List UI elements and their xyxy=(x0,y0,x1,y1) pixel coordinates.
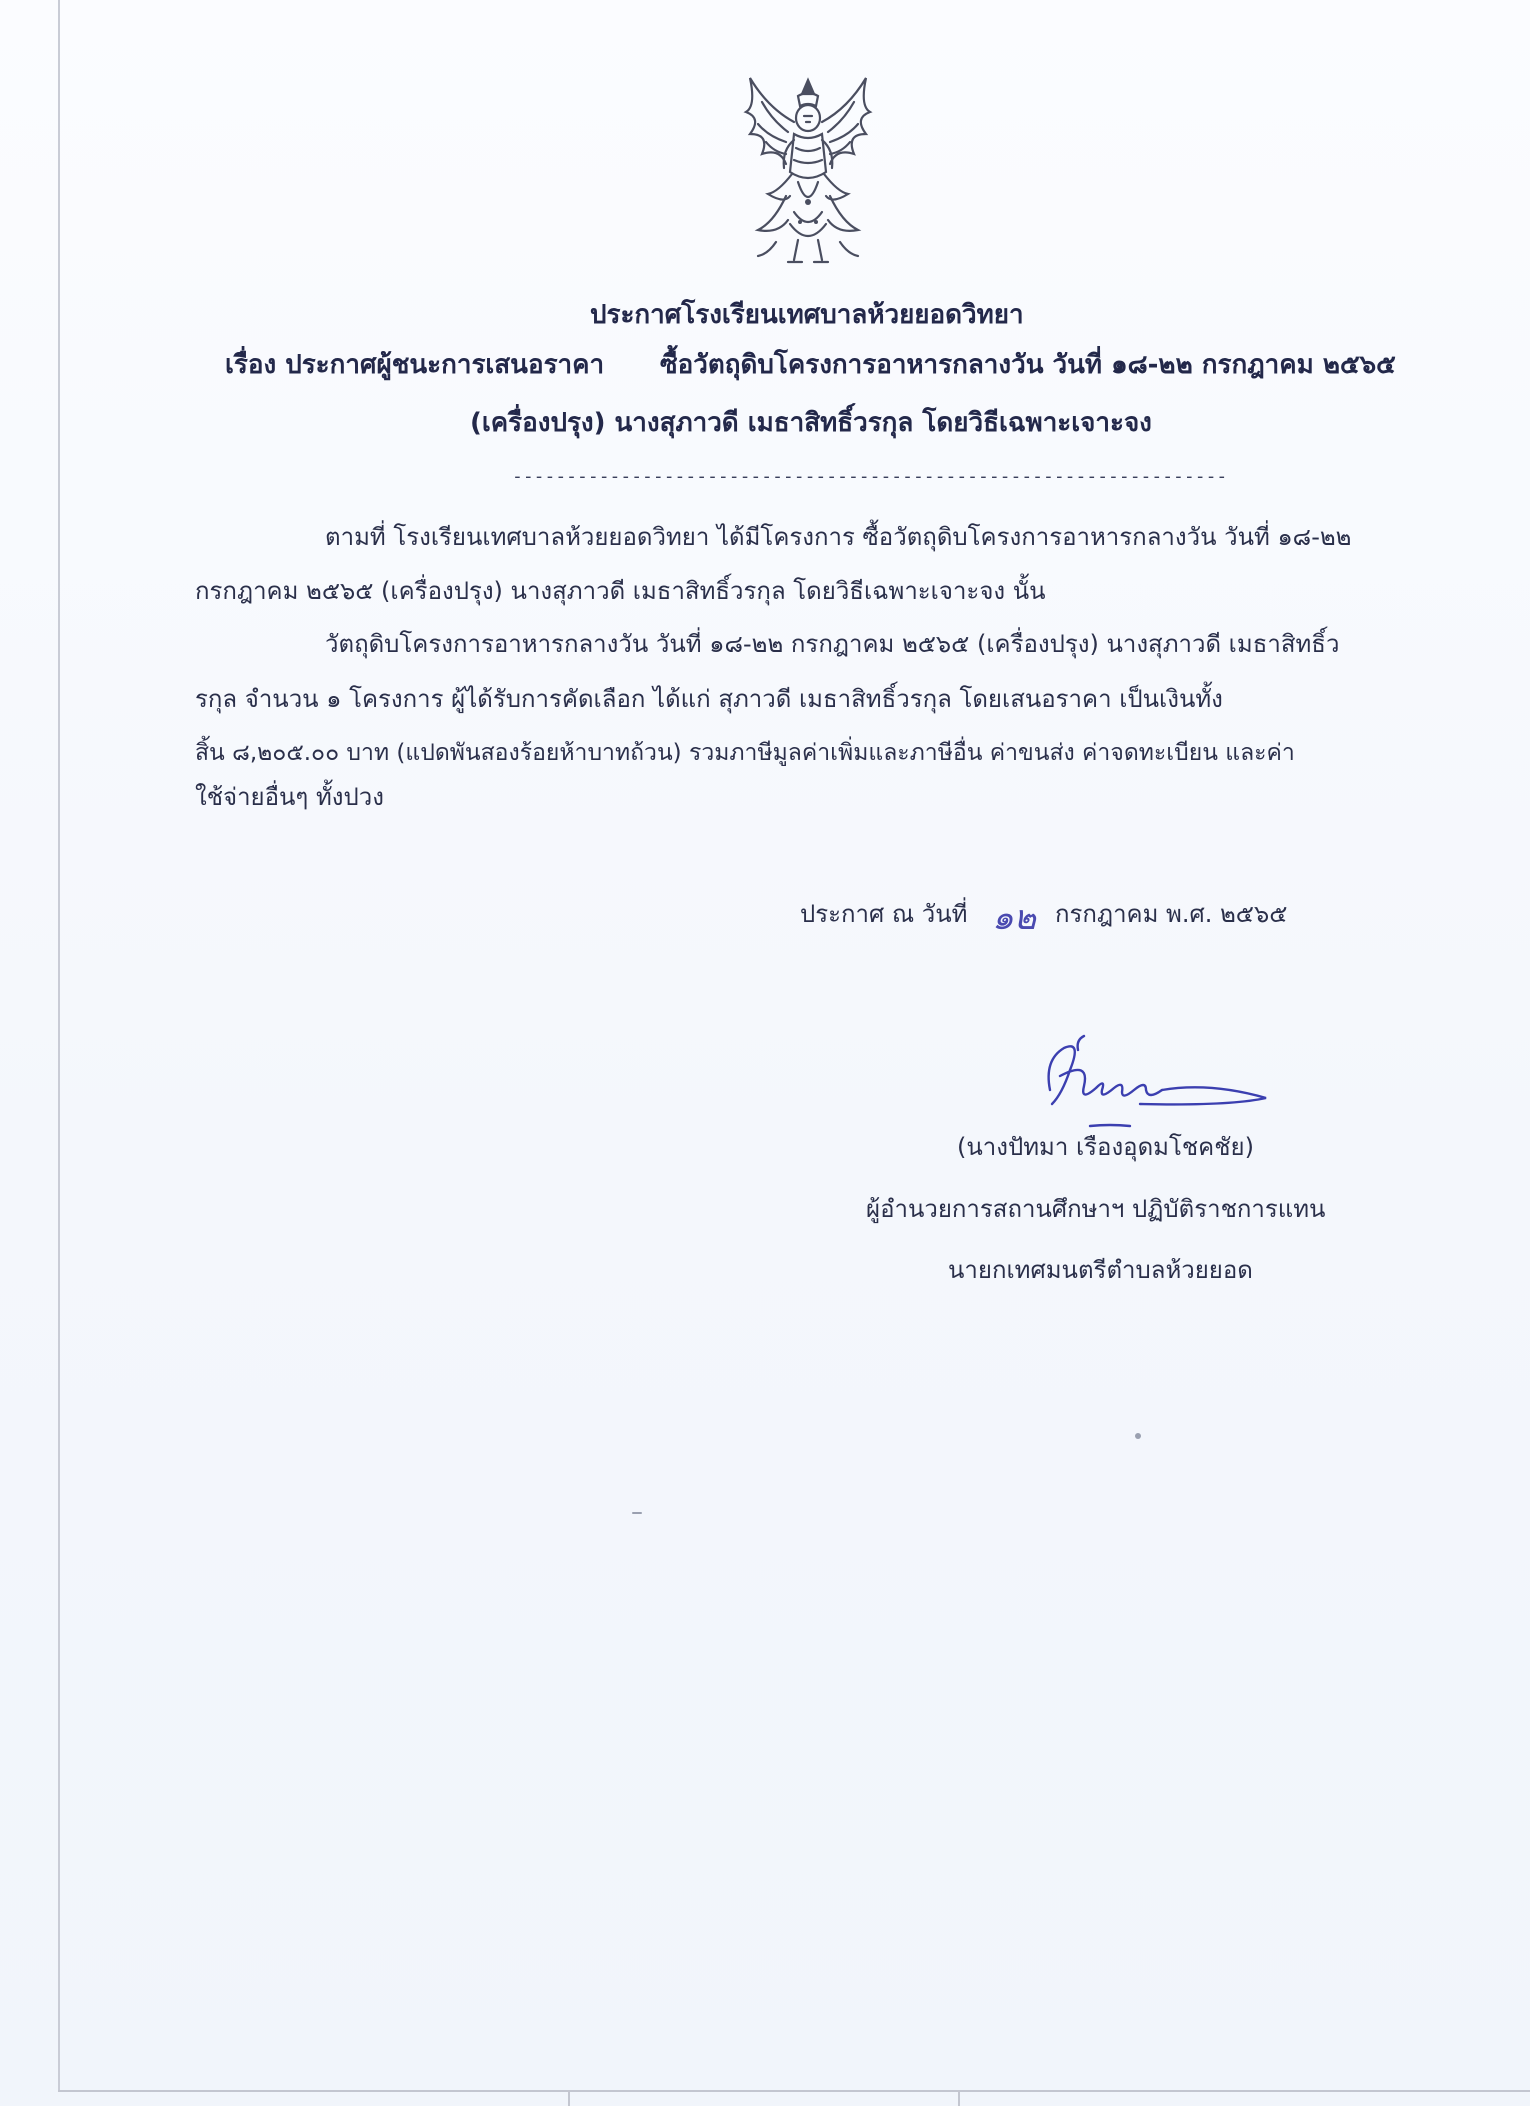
date-suffix: กรกฎาคม พ.ศ. ๒๕๖๕ xyxy=(1055,900,1288,928)
garuda-emblem-icon xyxy=(728,72,888,272)
signatory-name: (นางปัทมา เรืองอุดมโชคชัย) xyxy=(957,1133,1254,1161)
paragraph-1-line-2: กรกฎาคม ๒๕๖๕ (เครื่องปรุง) นางสุภาวดี เมธาสิทธิ์วรกุล โดยวิธีเฉพาะเจาะจง นั้น xyxy=(195,577,1046,605)
scan-speck xyxy=(1135,1433,1141,1439)
paragraph-2-line-3: สิ้น ๘,๒๐๕.๐๐ บาท (แปดพันสองร้อยห้าบาทถ้วน) รวมภาษีมูลค่าเพิ่มและภาษีอื่น ค่าขนส่ง ค่าจดทะเบียน และค่า xyxy=(195,740,1295,766)
paragraph-2-line-1: วัตถุดิบโครงการอาหารกลางวัน วันที่ ๑๘-๒๒ กรกฎาคม ๒๕๖๕ (เครื่องปรุง) นางสุภาวดี เมธาสิทธิ์ว xyxy=(325,630,1340,658)
signatory-position-1: ผู้อำนวยการสถานศึกษาฯ ปฏิบัติราชการแทน xyxy=(866,1195,1326,1223)
subject-line-2: (เครื่องปรุง) นางสุภาวดี เมธาสิทธิ์วรกุล โดยวิธีเฉพาะเจาะจง xyxy=(470,408,1152,438)
paragraph-2-line-2: รกุล จำนวน ๑ โครงการ ผู้ได้รับการคัดเลือก ได้แก่ สุภาวดี เมธาสิทธิ์วรกุล โดยเสนอราคา เป็นเงินทั้ง xyxy=(195,685,1223,713)
title-divider: ------------------------------------------------------------------ xyxy=(512,466,1228,487)
handwritten-signature-icon xyxy=(1030,1030,1280,1130)
paragraph-2-line-4: ใช้จ่ายอื่นๆ ทั้งปวง xyxy=(195,783,384,811)
paper-tick xyxy=(958,2092,960,2106)
handwritten-day: ๑๒ xyxy=(992,898,1036,938)
scan-speck xyxy=(632,1512,642,1514)
paper-left-edge xyxy=(58,0,60,2090)
paragraph-1-line-1: ตามที่ โรงเรียนเทศบาลห้วยยอดวิทยา ได้มีโครงการ ซื้อวัตถุดิบโครงการอาหารกลางวัน วันที่ ๑๘-๒๒ xyxy=(325,523,1352,551)
paper-tick xyxy=(568,2092,570,2106)
date-prefix: ประกาศ ณ วันที่ xyxy=(800,900,968,928)
subject-prefix: เรื่อง ประกาศผู้ชนะการเสนอราคา xyxy=(225,350,605,380)
subject-detail: ซื้อวัตถุดิบโครงการอาหารกลางวัน วันที่ ๑๘-๒๒ กรกฎาคม ๒๕๖๕ xyxy=(660,350,1396,380)
announcement-title: ประกาศโรงเรียนเทศบาลห้วยยอดวิทยา xyxy=(590,300,1024,330)
signatory-position-2: นายกเทศมนตรีตำบลห้วยยอด xyxy=(948,1256,1253,1284)
paper-bottom-edge xyxy=(58,2090,1530,2092)
